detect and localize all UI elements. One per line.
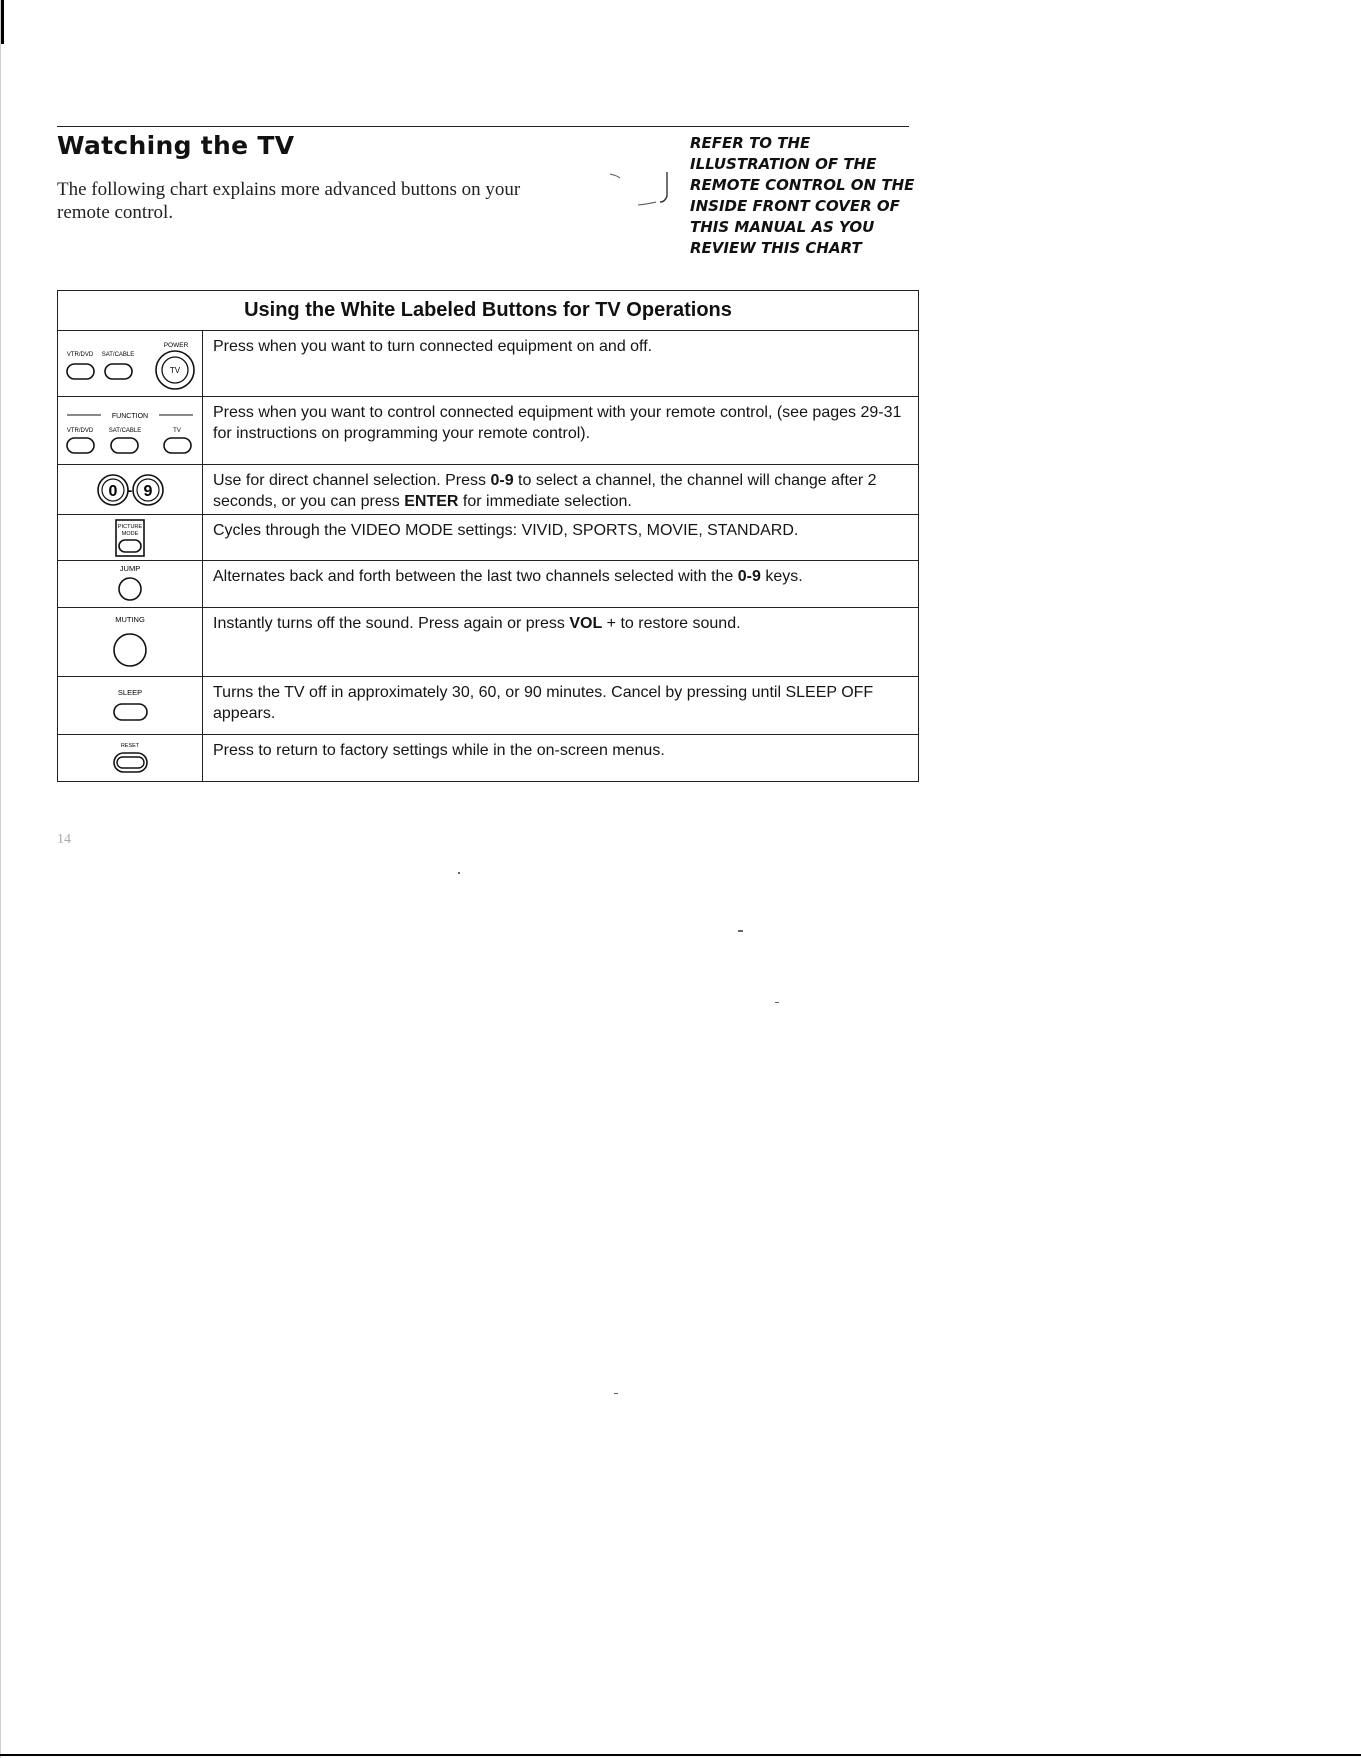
- table-row: [58, 677, 919, 735]
- desc-text: Use for direct channel selection. Press: [213, 472, 491, 489]
- page-number: 14: [57, 832, 71, 847]
- reset-label: RESET: [120, 743, 140, 749]
- table-row: [58, 331, 919, 397]
- page-bottom-border: [0, 1754, 1361, 1756]
- sleep-label: SLEEP: [117, 687, 143, 697]
- header-rule: [57, 126, 909, 127]
- table-row: [58, 608, 919, 677]
- icon-cell: [58, 397, 203, 465]
- note-bracket-icon: [610, 172, 674, 212]
- scan-speck: [458, 872, 460, 874]
- muting-label: MUTING: [115, 615, 145, 624]
- icon-cell: [58, 735, 203, 782]
- jump-label: JUMP: [119, 564, 141, 573]
- table-row: [58, 465, 919, 515]
- sleep-button-icon: [63, 684, 197, 728]
- power-buttons-icon: [63, 336, 197, 392]
- picture-mode-icon: [63, 517, 197, 559]
- page-title: Watching the TV: [57, 131, 295, 160]
- scan-edge-line: [0, 0, 1, 1758]
- row-description: Press to return to factory settings while in the on-screen menus.: [203, 735, 919, 782]
- vtr-label: VTR/DVD: [66, 351, 94, 358]
- picture-label: PICTURE: [117, 523, 143, 530]
- desc-text: for immediate selection.: [458, 493, 632, 510]
- tv-label: TV: [173, 427, 181, 434]
- function-label: FUNCTION: [111, 412, 149, 420]
- row-description: [203, 608, 919, 677]
- nine-key-label: 9: [143, 482, 153, 500]
- desc-text: Alternates back and forth between the last two channels selected with the: [213, 568, 738, 585]
- function-buttons-icon: [63, 403, 197, 459]
- reference-note: REFER TO THE ILLUSTRATION OF THE REMOTE CONTROL ON THE INSIDE FRONT COVER OF THIS MANUAL AS YOU REVIEW THIS CHART: [690, 134, 915, 257]
- row-description: [203, 465, 919, 515]
- jump-button-icon: [63, 562, 197, 606]
- row-description: Press when you want to control connected equipment with your remote control, (see pages 29-31 for instructions on programming your remote control).: [203, 397, 919, 465]
- desc-bold: VOL: [569, 615, 603, 632]
- number-keys-icon: [63, 470, 197, 510]
- reset-button-icon: [63, 737, 197, 779]
- mode-label: MODE: [121, 530, 139, 537]
- table-row: [58, 735, 919, 782]
- table-row: [58, 397, 919, 465]
- table-title: Using the White Labeled Buttons for TV Operations: [58, 291, 919, 331]
- row-description: Press when you want to turn connected equipment on and off.: [203, 331, 919, 397]
- zero-key-label: 0: [108, 482, 118, 500]
- scan-speck: [738, 930, 743, 932]
- table-row: [58, 561, 919, 608]
- intro-text: The following chart explains more advanced buttons on your remote control.: [57, 179, 521, 223]
- scan-speck: [775, 1002, 779, 1003]
- sat-label: SAT/CABLE: [108, 427, 142, 434]
- sat-label: SAT/CABLE: [101, 351, 135, 358]
- icon-cell: [58, 515, 203, 561]
- desc-text: keys.: [760, 568, 803, 585]
- muting-button-icon: [63, 611, 197, 673]
- icon-cell: [58, 561, 203, 608]
- icon-cell: [58, 608, 203, 677]
- desc-text: + to restore sound.: [602, 615, 741, 632]
- row-description: Turns the TV off in approximately 30, 60, or 90 minutes. Cancel by pressing until SLEEP OFF appears.: [203, 677, 919, 735]
- icon-cell: [58, 331, 203, 397]
- desc-text: to select a channel, the channel will change after 2 seconds, or you can press: [213, 472, 877, 510]
- dash-label: -: [127, 481, 133, 498]
- icon-cell: [58, 465, 203, 515]
- row-description: [203, 561, 919, 608]
- icon-cell: [58, 677, 203, 735]
- desc-bold: 0-9: [737, 568, 761, 585]
- vtr-label: VTR/DVD: [66, 427, 94, 434]
- desc-text: Instantly turns off the sound. Press again or press: [213, 615, 570, 632]
- power-label: POWER: [163, 341, 189, 349]
- tv-label: TV: [169, 365, 181, 375]
- table-row: [58, 515, 919, 561]
- row-description: Cycles through the VIDEO MODE settings: VIVID, SPORTS, MOVIE, STANDARD.: [203, 515, 919, 561]
- scan-speck: [614, 1393, 618, 1394]
- desc-bold: 0-9: [490, 472, 514, 489]
- desc-bold: ENTER: [404, 493, 459, 510]
- buttons-table: [57, 290, 919, 782]
